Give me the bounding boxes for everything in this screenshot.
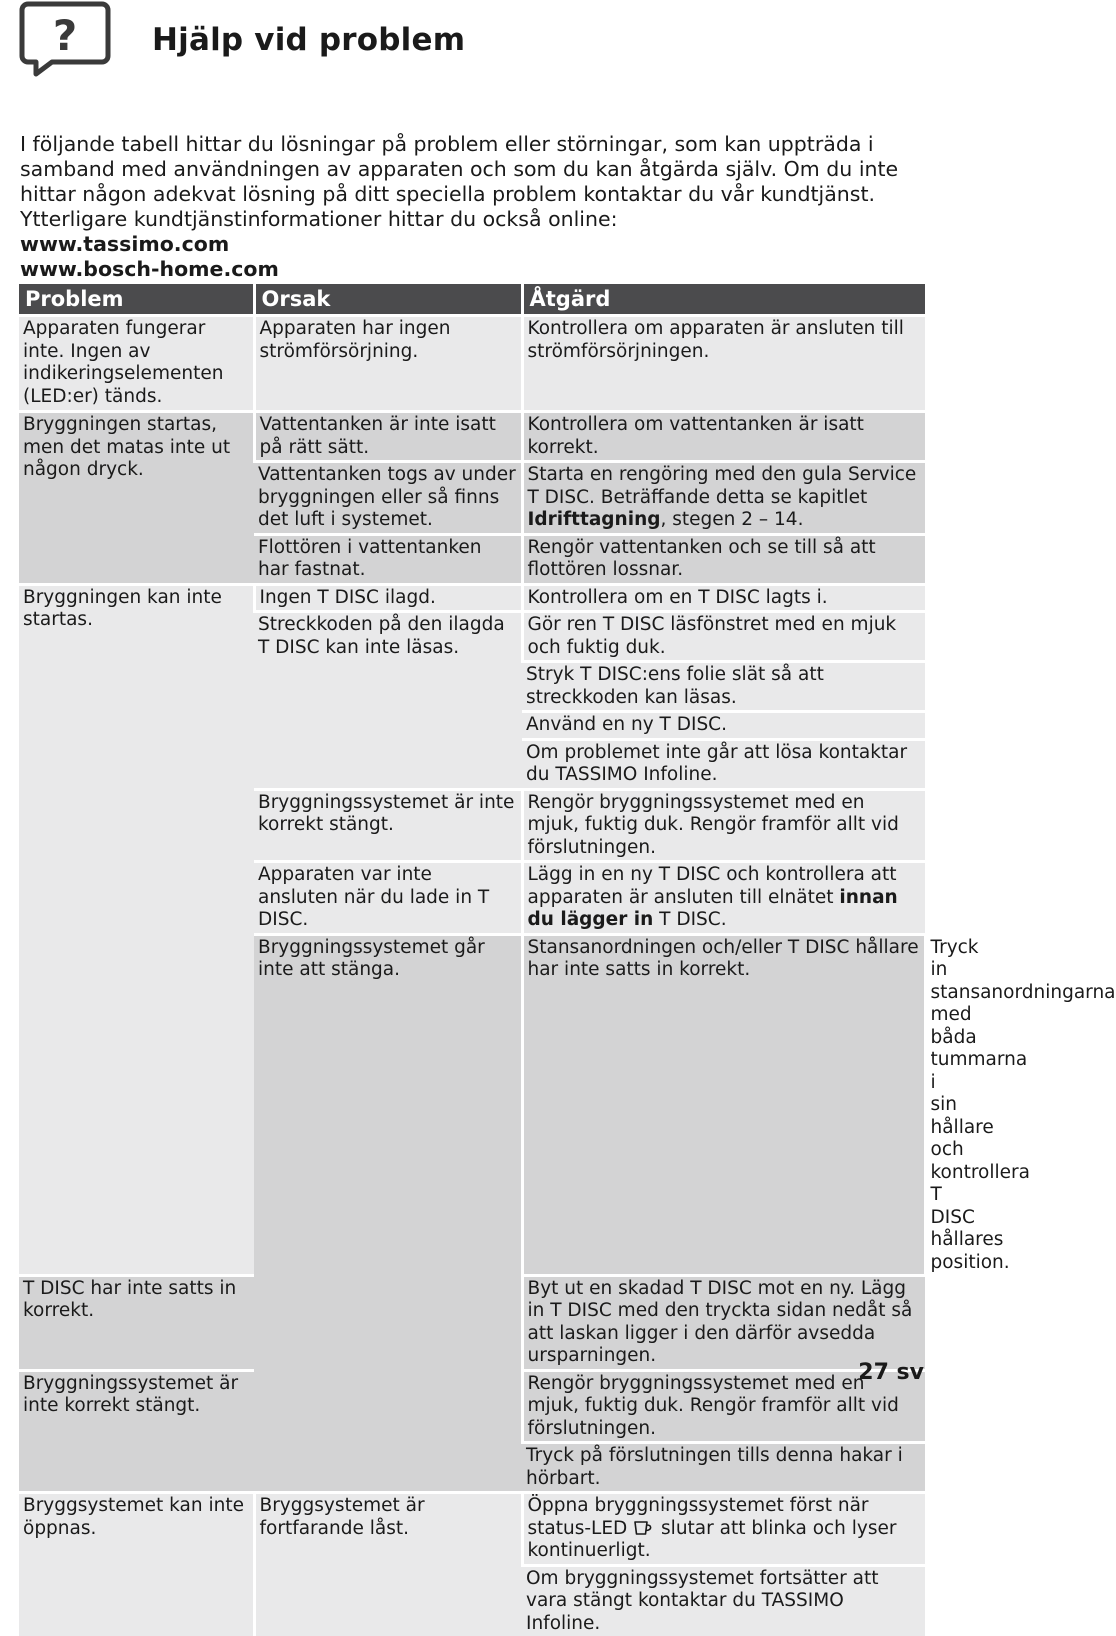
- action-cell: Använd en ny T DISC.: [522, 712, 925, 740]
- action-cell: [522, 862, 925, 935]
- action-cell: Gör ren T DISC läsfönstret med en mjuk och fuktig duk.: [522, 612, 925, 662]
- cause-cell: Apparaten var inte ansluten när du lade in T DISC.: [254, 862, 522, 935]
- cause-cell: Bryggningssystemet är inte korrekt stängt.: [254, 789, 522, 862]
- column-header-cause: Orsak: [254, 284, 522, 316]
- action-cell: Om problemet inte går att lösa kontaktar du TASSIMO Infoline.: [522, 739, 925, 789]
- cause-cell: Streckkoden på den ilagda T DISC kan inte läsas.: [254, 612, 522, 790]
- table-row: [19, 584, 925, 612]
- cause-cell: Vattentanken togs av under bryggningen eller så finns det luft i systemet.: [254, 462, 522, 535]
- question-speech-bubble-icon: [18, 0, 113, 78]
- action-text: Starta en rengöring med den gula Service T DISC. Beträffande detta se kapitlet: [528, 464, 917, 508]
- action-text: T DISC.: [653, 909, 726, 930]
- bosch-link[interactable]: www.bosch-home.com: [20, 257, 930, 282]
- cause-cell: T DISC har inte satts in korrekt.: [19, 1275, 254, 1370]
- table-header-row: [19, 284, 925, 316]
- action-cell: Tryck på förslutningen tills denna hakar i hörbart.: [522, 1443, 925, 1493]
- cause-cell: Flottören i vattentanken har fastnat.: [254, 534, 522, 584]
- intro-text: I följande tabell hittar du lösningar på problem eller störningar, som kan uppträda i samband med användningen av apparaten och som du kan åtgärda själv. Om du inte hittar någon adekvat lösning på ditt speciella problem kontaktar du vår kundtjänst. Ytterligare kundtjänstinformationer hittar du också online:: [20, 132, 930, 232]
- table-row: Bryggningssystemet går inte att stänga. Stansanordningen och/eller T DISC hållare har inte satts in korrekt. Tryck in stansanordningarna med båda tummarna i sin hållare och kontrollera T DISC hållares position.: [19, 934, 925, 1275]
- action-cell: Stryk T DISC:ens folie slät så att streckkoden kan läsas.: [522, 662, 925, 712]
- intro-section: [20, 132, 930, 282]
- cause-cell: Apparaten har ingen strömförsörjning.: [254, 316, 522, 412]
- page-number: 27 sv: [858, 1360, 924, 1385]
- action-cell: [522, 1493, 925, 1566]
- action-cell: Rengör bryggningssystemet med en mjuk, fuktig duk. Rengör framför allt vid förslutningen.: [522, 789, 925, 862]
- table-row: [19, 1493, 925, 1566]
- action-cell: Kontrollera om en T DISC lagts i.: [522, 584, 925, 612]
- action-text: slutar att blinka och lyser kontinuerligt.: [528, 1518, 897, 1562]
- table-row: [19, 412, 925, 462]
- problem-cell: Apparaten fungerar inte. Ingen av indikeringselementen (LED:er) tänds.: [19, 316, 254, 412]
- svg-text:?: ?: [53, 11, 77, 60]
- cause-cell: Bryggsystemet är fortfarande låst.: [254, 1493, 522, 1636]
- table-row: [19, 316, 925, 412]
- column-header-action: Åtgärd: [522, 284, 925, 316]
- problem-cell: Bryggningen kan inte startas.: [19, 584, 254, 1275]
- cause-cell: Ingen T DISC ilagd.: [254, 584, 522, 612]
- problem-cell: Bryggningssystemet går inte att stänga.: [254, 934, 522, 1493]
- cup-icon: [633, 1520, 655, 1536]
- cause-cell: Stansanordningen och/eller T DISC hållare har inte satts in korrekt.: [522, 934, 925, 1275]
- chapter-reference: Idrifttagning: [528, 509, 661, 530]
- action-cell: Rengör vattentanken och se till så att flottören lossnar.: [522, 534, 925, 584]
- column-header-problem: Problem: [19, 284, 254, 316]
- action-cell: Byt ut en skadad T DISC mot en ny. Lägg in T DISC med den tryckta sidan nedåt så att laskan ligger i den därför avsedda ursparningen.: [522, 1275, 925, 1370]
- problem-cell: Bryggsystemet kan inte öppnas.: [19, 1493, 254, 1636]
- cause-cell: Bryggningssystemet är inte korrekt stängt.: [19, 1370, 254, 1493]
- tassimo-link[interactable]: www.tassimo.com: [20, 232, 930, 257]
- emphasis-text: innan du lägger in: [528, 887, 898, 931]
- action-cell: Kontrollera om vattentanken är isatt korrekt.: [522, 412, 925, 462]
- cause-cell: Vattentanken är inte isatt på rätt sätt.: [254, 412, 522, 462]
- action-cell: Om bryggningssystemet fortsätter att vara stängt kontaktar du TASSIMO Infoline.: [522, 1565, 925, 1636]
- action-cell: Kontrollera om apparaten är ansluten till strömförsörjningen.: [522, 316, 925, 412]
- action-text: Öppna bryggningssystemet först när status-LED: [528, 1495, 869, 1539]
- action-cell: Rengör bryggningssystemet med en mjuk, fuktig duk. Rengör framför allt vid förslutningen.: [522, 1370, 925, 1443]
- action-cell: [522, 462, 925, 535]
- action-text: , stegen 2 – 14.: [660, 509, 803, 530]
- action-text: Lägg in en ny T DISC och kontrollera att apparaten är ansluten till elnätet: [528, 864, 897, 908]
- problem-cell: Bryggningen startas, men det matas inte ut någon dryck.: [19, 412, 254, 585]
- page-title: Hjälp vid problem: [152, 22, 465, 58]
- troubleshooting-table: [19, 284, 925, 1636]
